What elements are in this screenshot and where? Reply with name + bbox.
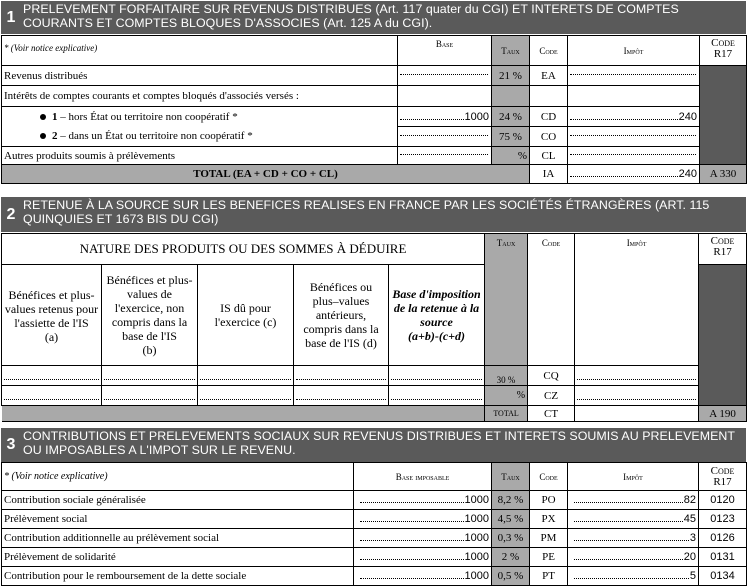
r17-code: 0123: [699, 510, 747, 529]
section-3-table: [1, 462, 747, 586]
section-3-title: CONTRIBUTIONS ET PRELEVEMENTS SOCIAUX SUR REVENUS DISTRIBUES ET INTERETS SOUMIS AU PRELEVEMENT OU IMPOSABLES A L'IMPOT SUR LE REVENU.: [23, 429, 735, 457]
input-b[interactable]: [102, 366, 198, 386]
row-label: Intérêts de comptes courants et comptes bloqués d'associés versés :: [2, 86, 398, 107]
base-input[interactable]: [398, 147, 492, 165]
impot-input[interactable]: 5: [568, 567, 699, 586]
col-taux-header: Taux: [492, 36, 530, 66]
row-label: – hors État ou territoire non coopératif *: [57, 110, 238, 123]
col-d-header: Bénéfices ou plus–values antérieurs, compris dans la base de l'IS (d): [294, 265, 389, 366]
row-autres-produits: [2, 147, 747, 165]
total-r17-code: A 190: [699, 406, 747, 422]
base-input[interactable]: 1000: [398, 107, 492, 127]
input-c[interactable]: [198, 366, 294, 386]
col-r17-header: Code R17: [699, 463, 747, 491]
input-a[interactable]: [2, 386, 102, 406]
taux-value: 4,5 %: [492, 510, 530, 529]
col-b-header: Bénéfices et plus-values de l'exercice, non compris dans la base de l'IS (b): [102, 265, 198, 366]
row-interets-2: 2 – dans un État ou territoire non coopératif * 75 % CO: [2, 127, 747, 147]
col-a-header: Bénéfices et plus-values retenus pour l'assiette de l'IS (a): [2, 265, 102, 366]
impot-input[interactable]: 3: [568, 529, 699, 548]
code-value: CD: [530, 107, 568, 127]
nature-header: NATURE DES PRODUITS OU DES SOMMES À DÉDUIRE: [2, 234, 485, 265]
row-label: Contribution pour le remboursement de la dette sociale: [2, 567, 354, 586]
taux-value: 8,2 %: [492, 491, 530, 510]
col-r17-header: Code R17: [700, 36, 747, 66]
base-input[interactable]: 1000: [354, 567, 492, 586]
row-label: Prélèvement de solidarité: [2, 548, 354, 567]
r17-shaded-block: [700, 66, 747, 165]
impot-input[interactable]: 45: [568, 510, 699, 529]
taux-value: 2 %: [492, 548, 530, 567]
row-retenue-autre: [2, 386, 747, 406]
section-1-table: [1, 35, 747, 184]
taux-value: 75 %: [492, 127, 530, 147]
total-code: CT: [528, 406, 575, 422]
bullet-icon: [40, 114, 46, 120]
taux-value: 0,5 %: [492, 567, 530, 586]
bullet-icon: [40, 133, 46, 139]
total-label: TOTAL (EA + CD + CO + CL): [2, 165, 530, 184]
total-impot-input[interactable]: 240: [568, 165, 700, 184]
total-code: IA: [530, 165, 568, 184]
code-value: CQ: [528, 366, 575, 386]
impot-input[interactable]: 240: [568, 107, 700, 127]
row-prelevement-social: [2, 510, 747, 529]
row-revenus-distribues: [2, 66, 747, 86]
col-c-header: IS dû pour l'exercice (c): [198, 265, 294, 366]
taux-value: 0,3 %: [492, 529, 530, 548]
row-total-2: [2, 406, 747, 422]
input-e[interactable]: [389, 386, 485, 406]
row-label: Autres produits soumis à prélèvements: [2, 147, 398, 165]
row-contribution-additionnelle: [2, 529, 747, 548]
section-1-title: PRELEVEMENT FORFAITAIRE SUR REVENUS DISTRIBUES (Art. 117 quater du CGI) ET INTERETS DE COMPTES COURANTS ET COMPTES BLOQUES D'ASSOCIES (Art. 125 A du CGI).: [23, 2, 679, 30]
total-impot-input[interactable]: [575, 406, 699, 422]
row-label: Prélèvement social: [2, 510, 354, 529]
taux-value: 24 %: [492, 107, 530, 127]
code-value: PE: [530, 548, 568, 567]
col-code-header: Code: [530, 36, 568, 66]
taux-value: 30 %: [485, 366, 528, 386]
col-r17-header: Code R17: [699, 234, 747, 265]
total-r17-code: A 330: [700, 165, 747, 184]
row-interets-1: 1 – hors État ou territoire non coopératif * 1000 24 % CD 240: [2, 107, 747, 127]
impot-input[interactable]: 20: [568, 548, 699, 567]
taux-input[interactable]: %: [492, 147, 530, 165]
r17-code: 0120: [699, 491, 747, 510]
col-taux-header: Taux: [485, 234, 528, 366]
impot-input[interactable]: [568, 66, 700, 86]
input-d[interactable]: [294, 386, 389, 406]
base-input[interactable]: 1000: [354, 491, 492, 510]
base-input[interactable]: [398, 66, 492, 86]
base-input[interactable]: [398, 127, 492, 147]
code-value: CL: [530, 147, 568, 165]
impot-input[interactable]: [568, 127, 700, 147]
input-a[interactable]: [2, 366, 102, 386]
col-base-header: Base imposable: [354, 463, 492, 491]
row-total-1: [2, 165, 747, 184]
col-code-header: Code: [530, 463, 568, 491]
r17-code: 0131: [699, 548, 747, 567]
section-2-header: [1, 197, 746, 232]
row-label: Revenus distribués: [2, 66, 398, 86]
col-impot-header: Impôt: [568, 463, 699, 491]
taux-value: 21 %: [492, 66, 530, 86]
section-3-header: [1, 428, 746, 462]
section-2-number: 2: [6, 206, 16, 223]
base-input[interactable]: 1000: [354, 510, 492, 529]
code-value: PT: [530, 567, 568, 586]
total-label: TOTAL: [485, 406, 528, 422]
section-3-number: 3: [6, 436, 16, 453]
input-d[interactable]: [294, 366, 389, 386]
impot-input[interactable]: [575, 386, 699, 406]
col-taux-header: Taux: [492, 463, 530, 491]
code-value: PM: [530, 529, 568, 548]
input-c[interactable]: [198, 386, 294, 406]
col-base-header: Base: [398, 36, 492, 66]
r17-code: 0126: [699, 529, 747, 548]
input-b[interactable]: [102, 386, 198, 406]
row-interets-heading: [2, 86, 747, 107]
row-crds: [2, 567, 747, 586]
base-input[interactable]: 1000: [354, 529, 492, 548]
notice-note: * (Voir notice explicative): [4, 43, 98, 53]
taux-input[interactable]: %: [485, 386, 528, 406]
row-label: Contribution sociale généralisée: [2, 491, 354, 510]
col-e-header: Base d'imposition de la retenue à la source (a+b)-(c+d): [389, 265, 485, 366]
notice-note: * (Voir notice explicative): [2, 463, 354, 491]
section-1-header: [1, 1, 746, 34]
row-prelevement-solidarite: [2, 548, 747, 567]
impot-input[interactable]: 82: [568, 491, 699, 510]
base-input[interactable]: 1000: [354, 548, 492, 567]
row-label: Contribution additionnelle au prélèvement social: [2, 529, 354, 548]
code-value: CZ: [528, 386, 575, 406]
col-code-header: Code: [528, 234, 575, 366]
row-retenue-30: [2, 366, 747, 386]
section-2-title: RETENUE À LA SOURCE SUR LES BENEFICES REALISES EN FRANCE PAR LES SOCIÉTÉS ÉTRANGÈRES (ART. 115 QUINQUIES ET 1673 BIS DU CGI): [23, 198, 710, 226]
code-value: PX: [530, 510, 568, 529]
r17-shaded-block: [699, 265, 747, 406]
section-2-table: [1, 233, 747, 422]
impot-input[interactable]: [575, 366, 699, 386]
impot-input[interactable]: [568, 147, 700, 165]
row-label: – dans un État ou territoire non coopératif *: [57, 130, 253, 143]
code-value: EA: [530, 66, 568, 86]
col-impot-header: Impôt: [568, 36, 700, 66]
code-value: PO: [530, 491, 568, 510]
r17-code: 0134: [699, 567, 747, 586]
section-1-number: 1: [6, 9, 16, 26]
row-csg: [2, 491, 747, 510]
code-value: CO: [530, 127, 568, 147]
input-e[interactable]: [389, 366, 485, 386]
col-impot-header: Impôt: [575, 234, 699, 366]
